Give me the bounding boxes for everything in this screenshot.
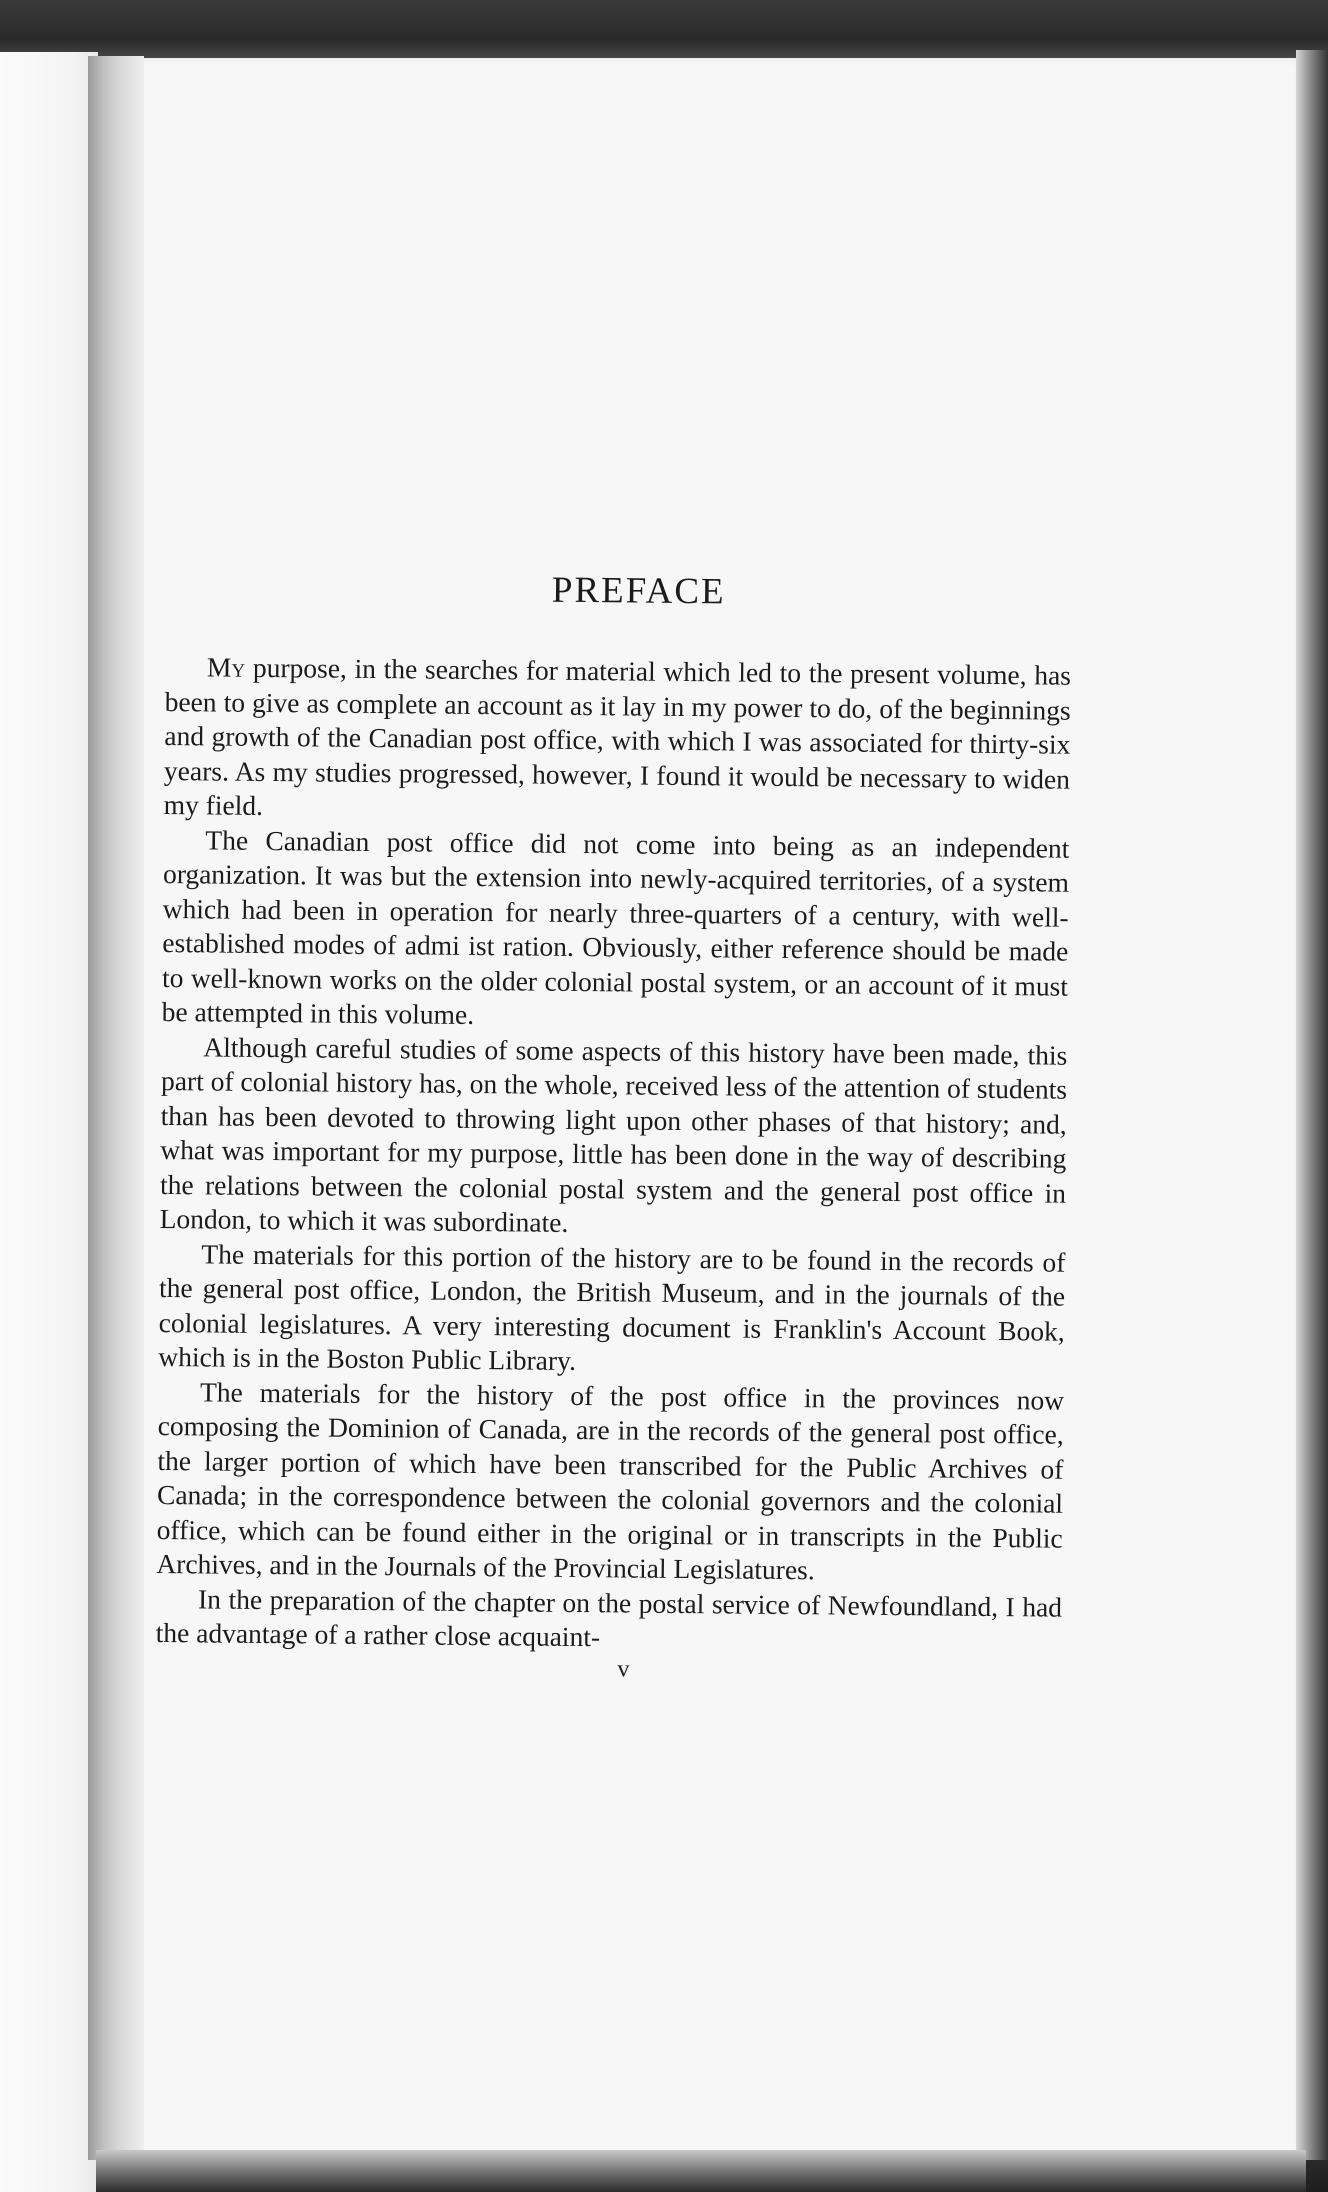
book-gutter-shadow — [88, 56, 144, 2160]
left-page-edge — [0, 52, 98, 2192]
paragraph-5: The materials for the history of the post office in the provinces now composing the Dominion of Canada, are in the records of the general post office, the larger portion of which have been transcribed for the Public Archives of Canada; in the correspondence between the colonial governors and the colonial office, which can be found either in the original or in transcripts in the Public Archives, and in the Journals of the Provincial Legislatures. — [156, 1375, 1065, 1586]
small-caps-lead: My — [206, 651, 246, 683]
page-text — [155, 565, 1072, 1687]
paragraph-1 — [164, 650, 1072, 831]
bottom-page-edge — [96, 2150, 1306, 2192]
page-number: v — [617, 1655, 630, 1682]
paragraph-3: Although careful studies of some aspects of this history have been made, this part of colonial history has, on the whole, received less of the attention of students than has been devoted to throwing light upon other phases of that history; and, what was important for my purpose, little has been done in the way of describing the relations between the colonial postal system and the general post office in London, to which it was subordinate. — [159, 1030, 1068, 1238]
right-page-edge — [1296, 50, 1328, 2160]
paragraph-1-text: purpose, in the searches for material which led to the present volume, has been to give as complete an account as it lay in my power to do, of the beginnings and growth of the Canadian post office, with which I was associated for thirty-six years. As my studies progressed, however, I found it would be necessary to widen my field. — [163, 651, 1072, 821]
paragraph-2: The Canadian post office did not come into being as an independent organization. It was but the extension into newly-acquired territories, of a system which had been in operation for nearly three-quarters of a century, with well-established modes of admi ist ration. Obviously, either reference should be made to well-known works on the older colonial postal system, or an account of it must be attempted in this volume. — [161, 823, 1070, 1030]
paragraph-4: The materials for this portion of the history are to be found in the records of the general post office, London, the British Museum, and in the journals of the colonial legislatures. A very interesting document is Franklin's Account Book, which is in the Boston Public Library. — [158, 1237, 1066, 1376]
page-heading: PREFACE — [551, 569, 726, 613]
paragraph-6: In the preparation of the chapter on the postal service of Newfoundland, I had the advantage of a rather close acquaint- — [155, 1582, 1063, 1653]
